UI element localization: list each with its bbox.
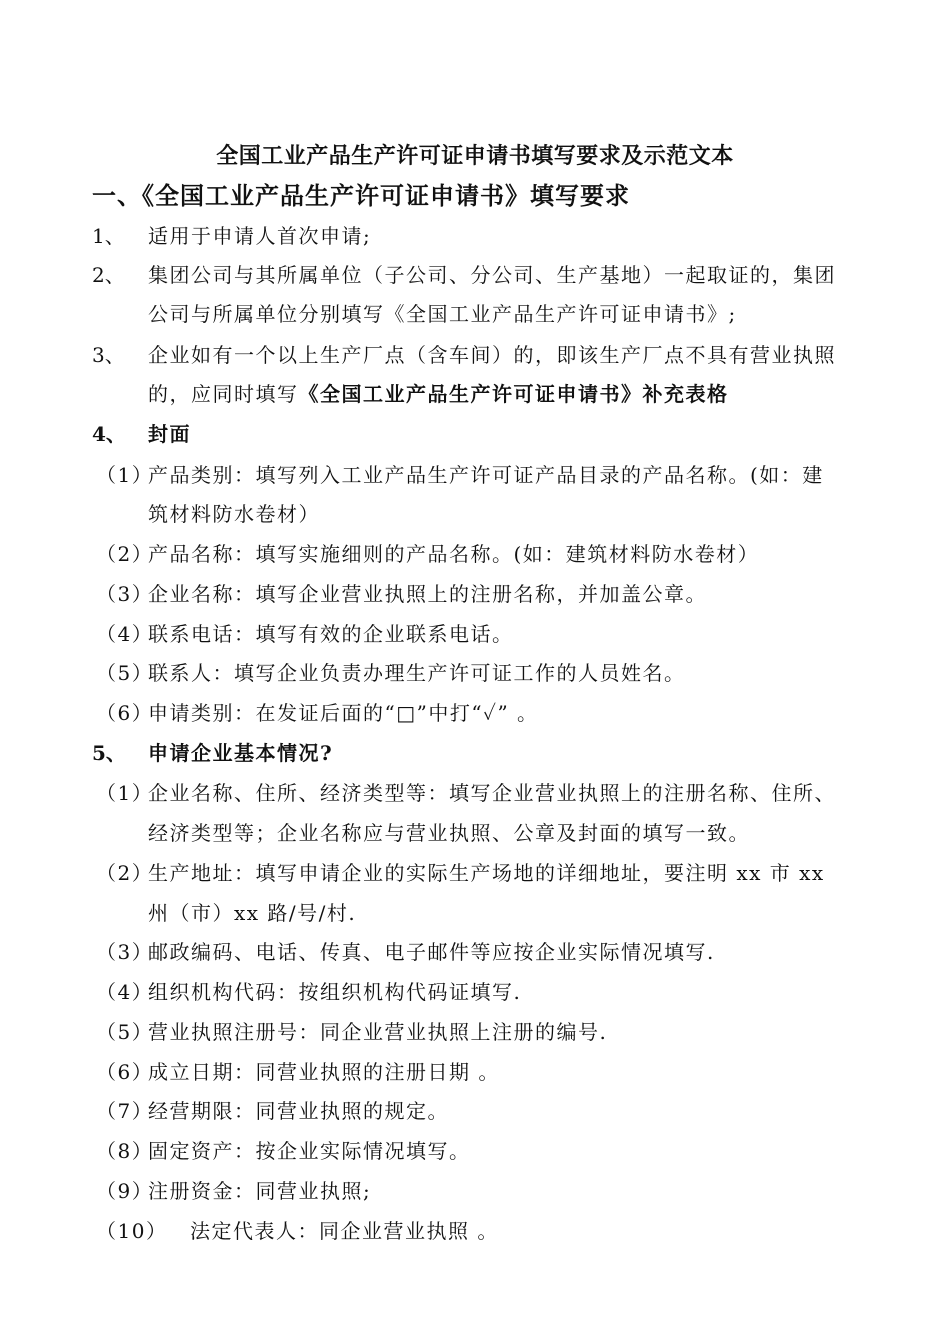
sub-item-number: （6）: [96, 1060, 154, 1084]
section-heading-1: 一、《全国工业产品生产许可证申请书》填写要求: [92, 181, 630, 210]
item-number: 2、: [92, 263, 125, 287]
document-title: 全国工业产品生产许可证申请书填写要求及示范文本: [216, 143, 734, 169]
sub-item-text: 生产地址：填写申请企业的实际生产场地的详细地址，要注明 xx 市 xx: [148, 861, 825, 885]
item-heading: 封面: [148, 422, 191, 446]
item-number: 5、: [92, 741, 126, 765]
item-number: 3、: [92, 343, 125, 367]
sub-item-number: （5）: [96, 1020, 154, 1044]
sub-item-text: 产品名称：填写实施细则的产品名称。(如：建筑材料防水卷材）: [148, 542, 760, 566]
sub-item-text: 产品类别：填写列入工业产品生产许可证产品目录的产品名称。(如：建: [148, 463, 824, 487]
sub-item-number: （1）: [96, 463, 154, 487]
item-text: 公司与所属单位分别填写《全国工业产品生产许可证申请书》;: [148, 302, 737, 326]
item-text: [148, 380, 729, 408]
sub-item-text: 州（市）xx 路/号/村.: [148, 901, 357, 925]
sub-item-text: 筑材料防水卷材）: [148, 502, 320, 526]
sub-item-number: （10）: [96, 1219, 168, 1243]
sub-item-number: （5）: [96, 661, 154, 685]
sub-item-number: （9）: [96, 1179, 154, 1203]
sub-item-text: 经济类型等；企业名称应与营业执照、公章及封面的填写一致。: [148, 821, 750, 845]
sub-item-text: 法定代表人：同企业营业执照 。: [190, 1219, 499, 1243]
sub-item-number: （6）: [96, 701, 154, 725]
sub-item-number: （3）: [96, 940, 154, 964]
sub-item-text: 企业名称：填写企业营业执照上的注册名称，并加盖公章。: [148, 582, 707, 606]
sub-item-number: （3）: [96, 582, 154, 606]
sub-item-number: （8）: [96, 1139, 154, 1163]
item-number: 4、: [92, 422, 126, 446]
item-heading: 申请企业基本情况?: [148, 741, 334, 765]
item-number: 1、: [92, 224, 125, 248]
sub-item-number: （2）: [96, 861, 154, 885]
sub-item-text: 营业执照注册号：同企业营业执照上注册的编号.: [148, 1020, 608, 1044]
sub-item-text: 企业名称、住所、经济类型等：填写企业营业执照上的注册名称、住所、: [148, 781, 836, 805]
sub-item-number: （4）: [96, 980, 154, 1004]
sub-item-text: 固定资产：按企业实际情况填写。: [148, 1139, 471, 1163]
item-text-bold: 《全国工业产品生产许可证申请书》补充表格: [298, 382, 729, 406]
sub-item-text: 联系电话：填写有效的企业联系电话。: [148, 622, 514, 646]
sub-item-text: 成立日期：同营业执照的注册日期 。: [148, 1060, 500, 1084]
sub-item-number: （4）: [96, 622, 154, 646]
sub-item-text: 组织机构代码：按组织机构代码证填写.: [148, 980, 522, 1004]
item-text: 集团公司与其所属单位（子公司、分公司、生产基地）一起取证的，集团: [148, 263, 836, 287]
item-text: 适用于申请人首次申请;: [148, 224, 372, 248]
item-text-plain: 的，应同时填写: [148, 382, 299, 406]
sub-item-text: 联系人：填写企业负责办理生产许可证工作的人员姓名。: [148, 661, 686, 685]
item-text: 企业如有一个以上生产厂点（含车间）的，即该生产厂点不具有营业执照: [148, 343, 836, 367]
sub-item-text: 注册资金：同营业执照;: [148, 1179, 372, 1203]
sub-item-number: （2）: [96, 542, 154, 566]
sub-item-text: 经营期限：同营业执照的规定。: [148, 1099, 449, 1123]
sub-item-text: 邮政编码、电话、传真、电子邮件等应按企业实际情况填写.: [148, 940, 715, 964]
sub-item-number: （1）: [96, 781, 154, 805]
sub-item-number: （7）: [96, 1099, 154, 1123]
sub-item-text: 申请类别：在发证后面的“□”中打“✓” 。: [148, 701, 539, 725]
